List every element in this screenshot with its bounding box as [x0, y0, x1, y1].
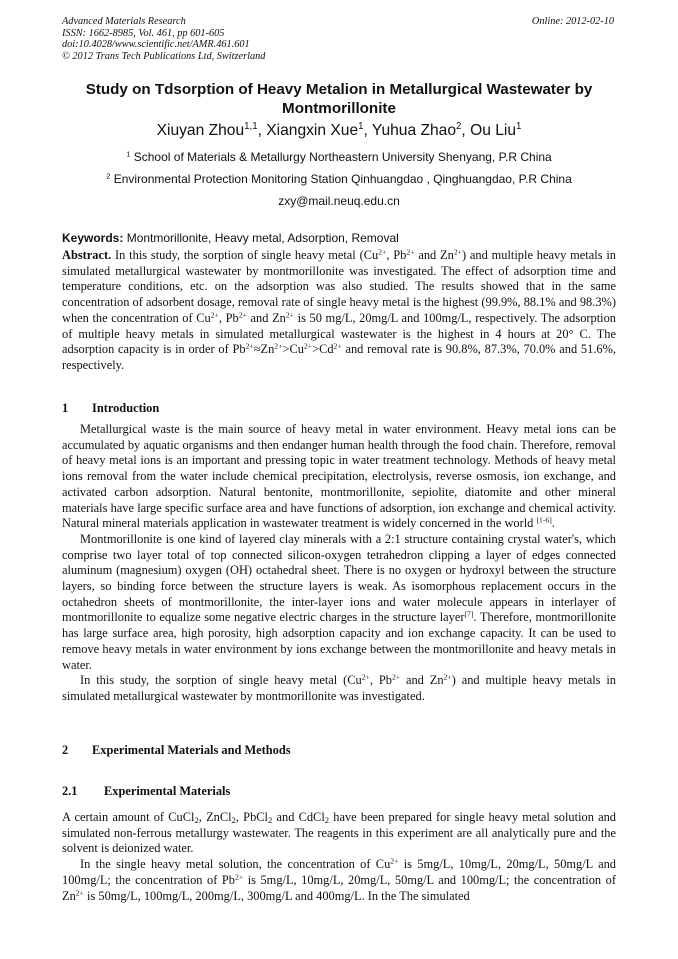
title-line-1: Study on Tdsorption of Heavy Metalion in Metallurgical Wastewater by: [85, 81, 593, 98]
text-run: In this study, the sorption of single heavy metal (Cu: [111, 248, 379, 262]
section-title: Experimental Materials and Methods: [92, 743, 291, 757]
text-run: .: [551, 516, 555, 531]
author-name: Ou Liu: [470, 122, 517, 139]
introduction-body: [62, 422, 616, 705]
text-run: >Cu: [282, 342, 304, 357]
section-number: 2: [62, 743, 69, 757]
text-run: ) and multiple heavy metals in simulated metallurgical wastewater by montmorillonite was investigated.: [62, 673, 616, 703]
author-affiliation-mark: 1: [516, 121, 522, 133]
text-run: and Zn: [414, 248, 454, 262]
author-affiliation-mark: 2: [456, 121, 462, 133]
author-separator: ,: [257, 122, 267, 139]
charge-sup: 2+: [75, 887, 84, 897]
paragraph: [62, 857, 616, 904]
paragraph: [62, 532, 616, 673]
subscript: 2: [267, 815, 273, 826]
charge-sup: 2+: [390, 856, 399, 866]
citation: [7]: [464, 609, 474, 619]
author-list: [40, 122, 638, 140]
paragraph: [62, 422, 616, 532]
section-number: 2.1: [62, 784, 78, 798]
text-run: . Therefore, montmorillonite has large surface area, high porosity, high adsorption capacity and ion exchange capacity. It can be used to remove heavy metals in water environment by ions exchange between the montmorillonite and heavy metals in water.: [62, 610, 616, 672]
affiliation-number: 2: [106, 171, 111, 181]
charge-sup: 2+: [285, 310, 294, 320]
keywords-label: Keywords:: [62, 231, 124, 245]
text-run: have been prepared for single heavy metal solution and simulated non-ferrous metallurgy wastewater. The reagents in this experiment are all analytically pure and the solvent is deionized water.: [62, 810, 616, 856]
text-run: and Zn: [246, 310, 286, 325]
charge-sup: 2+: [443, 672, 452, 682]
abstract-paragraph: [62, 248, 616, 374]
text-run: and removal rate is 90.8%, 87.3%, 70.0% and 51.6%, respectively.: [62, 342, 616, 372]
section-number: 1: [62, 401, 69, 415]
affiliation-text: School of Materials & Metallurgy Northeastern University Shenyang, P.R China: [133, 150, 552, 164]
text-run: >Cd: [312, 342, 334, 357]
text-run: is 50mg/L, 100mg/L, 200mg/L, 300mg/L and 400mg/L. In the The simulated: [83, 888, 470, 903]
charge-sup: 2+: [453, 247, 462, 257]
paragraph: [62, 810, 616, 857]
charge-sup: 2+: [361, 672, 370, 682]
section-heading-2: [62, 743, 291, 758]
author-name: Xiangxin Xue: [266, 122, 359, 139]
charge-sup: 2+: [245, 341, 254, 351]
affiliation-text: Environmental Protection Monitoring Station Qinhuangdao , Qinghuangdao, P.R China: [113, 172, 572, 186]
section-heading-1: [62, 401, 159, 416]
affiliation-2: [40, 172, 638, 186]
citation: [1-6]: [536, 515, 552, 525]
author-name: Xiuyan Zhou: [156, 122, 245, 139]
journal-header: [62, 16, 265, 62]
issn-line: ISSN: 1662-8985, Vol. 461, pp 601-605: [62, 27, 225, 39]
text-run: is 50 mg/L, 20mg/L and 100mg/L, respectively. The adsorption of multiple heavy metals in simulated metallurgical wastewater is the highest in 4 hours at 20° C. The adsorption capacity is in order of Pb: [62, 310, 616, 357]
text-run: , Pb: [218, 310, 239, 325]
section-heading-2-1: [62, 784, 230, 799]
charge-sup: 2+: [210, 310, 219, 320]
title-line-2: Montmorillonite: [282, 99, 396, 117]
abstract: [62, 248, 616, 374]
text-run: Montmorillonite is one kind of layered clay minerals with a 2:1 structure containing crystal water's, which comprise two layer total of top connected silicon-oxygen tetrahedron clipping a layer of edges connected aluminum (magnesium) oxygen (OH) octahedral sheet. There is no oxygen or hydroxyl between the structure layers, so binding force between the structure layers is weak. As isomorphous replacement occurs in the octahedron sheets of montmorillonite, the inter-layer ions and water molecule appears in interlayer of montmorillonite to equalize some negative electric charges in the structure layer: [62, 531, 616, 625]
journal-name: Advanced Materials Research: [62, 16, 186, 27]
abstract-label: Abstract.: [62, 248, 112, 262]
author-separator: ,: [363, 122, 372, 139]
affiliation-number: 1: [126, 149, 131, 159]
paragraph: [62, 673, 616, 704]
keywords-line: [62, 231, 399, 245]
text-run: ) and multiple heavy metals in simulated metallurgical wastewater by montmorillonite was investigated. The effect of adsorption time and temperature conditions, etc. on the adsorption was also studied. The results showed that in the same concentration of adsorbent dosage, removal rate of single heavy metal is the highest (99.9%, 88.1% and 98.3%) when the concentration of Cu: [62, 248, 616, 325]
subscript: 2: [194, 815, 199, 826]
charge-sup: 2+: [274, 341, 283, 351]
text-run: A certain amount of CuCl: [62, 810, 195, 824]
affiliation-1: [40, 150, 638, 164]
text-run: and Zn: [400, 673, 444, 688]
charge-sup: 2+: [303, 341, 313, 351]
charge-sup: 2+: [391, 672, 401, 682]
charge-sup: 2+: [234, 872, 244, 882]
subscript: 2: [324, 815, 330, 826]
author-name: Yuhua Zhao: [371, 122, 457, 139]
text-run: , Pb: [386, 248, 407, 262]
text-run: , ZnCl: [198, 810, 232, 824]
author-affiliation-mark: 1: [358, 121, 364, 133]
paper-title: [40, 81, 638, 118]
text-run: is 5mg/L, 10mg/L, 20mg/L, 50mg/L and 100mg/L; the concentration of Pb: [62, 857, 616, 887]
text-run: In the single heavy metal solution, the concentration of Cu: [80, 857, 391, 872]
text-run: is 5mg/L, 10mg/L, 20mg/L, 50mg/L and 100mg/L; the concentration of Zn: [62, 872, 616, 903]
text-run: In this study, the sorption of single heavy metal (Cu: [80, 673, 362, 688]
keywords-text: Montmorillonite, Heavy metal, Adsorption, Removal: [123, 231, 399, 245]
text-run: ≈Zn: [253, 342, 275, 357]
charge-sup: 2+: [406, 247, 415, 257]
text-run: Metallurgical waste is the main source of heavy metal in water environment. Heavy metal ions can be accumulated by aquatic organisms and then endanger human health through the food chain. Therefore, removal of heavy metal ions is an important and pressing topic in water treatment technology. Methods of heavy metal ions removal from the water include chemical precipitation, electrolysis, reverse osmosis, ion exchange, and activated carbon adsorption. Natural bentonite, montmorillonite, sepiolite, diatomite and other mineral materials have large specific surface area and have functions of adsorption, ion exchange and chemical activity. Natural mineral materials application in wastewater treatment is widely concerned in the world: [62, 422, 616, 531]
contact-email: zxy@mail.neuq.edu.cn: [278, 194, 400, 208]
charge-sup: 2+: [238, 310, 247, 320]
charge-sup: 2+: [333, 341, 342, 351]
text-run: , Pb: [369, 673, 392, 688]
copyright-line: © 2012 Trans Tech Publications Ltd, Switzerland: [62, 50, 266, 62]
text-run: and CdCl: [272, 810, 325, 824]
section-title: Experimental Materials: [104, 784, 231, 798]
author-separator: ,: [461, 122, 471, 139]
section-title: Introduction: [92, 401, 160, 415]
author-affiliation-mark: 1,1: [244, 121, 258, 133]
doi-line: doi:10.4028/www.scientific.net/AMR.461.601: [62, 39, 250, 51]
subscript: 2: [231, 815, 236, 826]
text-run: , PbCl: [235, 810, 268, 824]
charge-sup: 2+: [378, 247, 387, 257]
materials-body: [62, 810, 616, 904]
online-date: Online: 2012-02-10: [531, 16, 614, 27]
